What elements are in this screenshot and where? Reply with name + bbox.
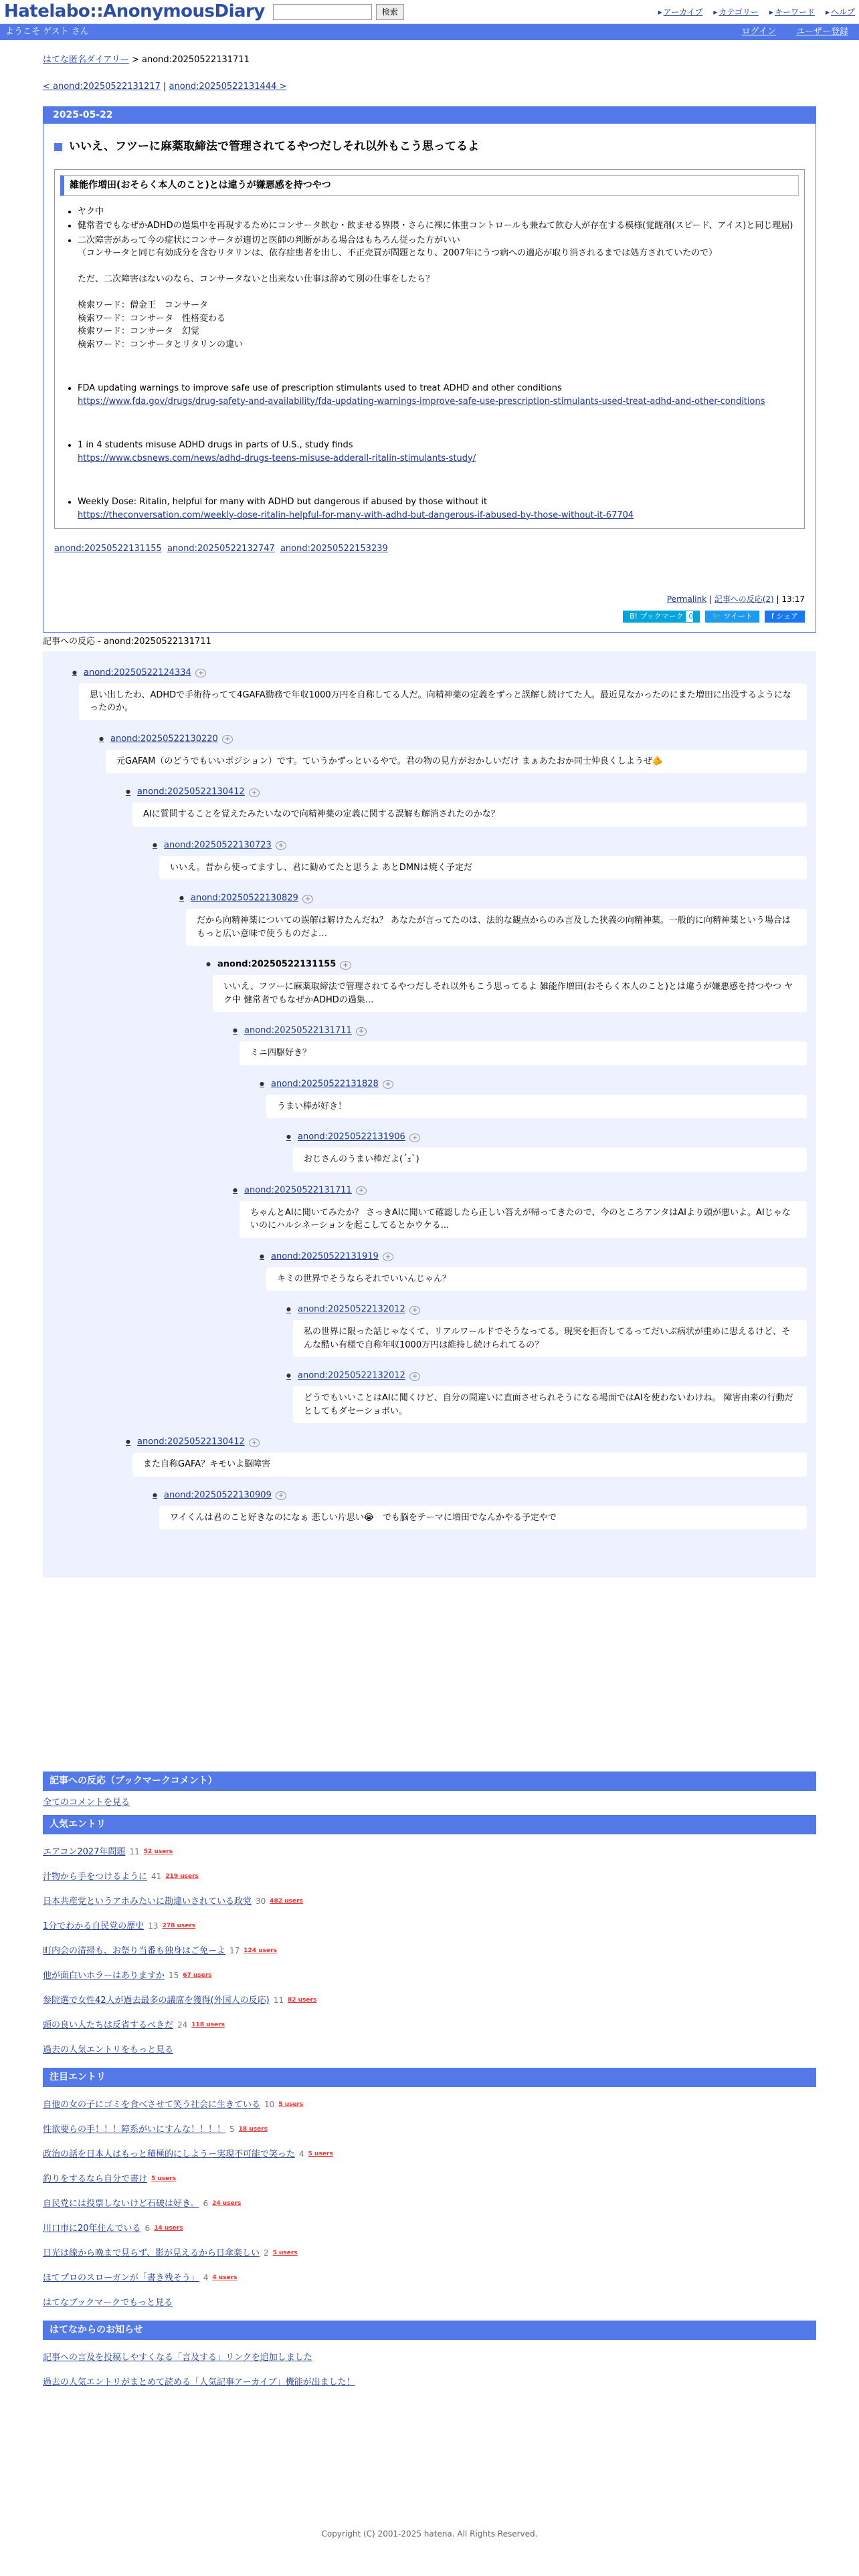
entry-item-link[interactable]: 他が面白いホラーはありますか xyxy=(43,1970,165,1981)
entry-item-link[interactable]: ほてプロのスローガンが「書き残そう」 xyxy=(43,2272,199,2283)
comment-count: 11 xyxy=(273,1995,284,2005)
reaction-node xyxy=(286,1365,807,1423)
reaction-link[interactable]: ● anond:20250522130829 xyxy=(179,887,298,909)
fb-label: シェア xyxy=(776,611,798,621)
user-bar xyxy=(0,24,859,40)
news-link[interactable]: 過去の人気エントリがまとめて読める「人気記事アーカイブ」機能が出ました！ xyxy=(43,2377,355,2387)
referenced-entries xyxy=(54,542,805,556)
register-link[interactable]: ユーザー登録 xyxy=(795,27,848,37)
news-heading: はてなからのお知らせ xyxy=(43,2321,816,2340)
reaction-node xyxy=(233,1020,807,1065)
breadcrumb-current: anond:20250522131711 xyxy=(142,55,250,65)
reaction-link[interactable]: ● anond:20250522131906 xyxy=(286,1126,405,1148)
reaction-link[interactable]: ● anond:20250522130723 xyxy=(153,835,272,856)
breadcrumb xyxy=(43,53,816,67)
expand-icon[interactable]: + xyxy=(249,788,260,797)
expand-icon[interactable]: + xyxy=(356,1027,367,1036)
reaction-text: 私の世界に限った話じゃなくて、リアルワールドでそうなってる。現実を拒否してるってだいぶ病状が重めに思えるけど、そんな酷い有様で自称年収1000万円は維持し続けられてるの？ xyxy=(293,1320,807,1357)
ref-link[interactable]: anond:20250522131155 xyxy=(54,544,162,554)
users-badge[interactable]: 118 users xyxy=(191,2021,225,2028)
reaction-link[interactable]: ● anond:20250522131711 xyxy=(233,1180,352,1201)
expand-icon[interactable]: + xyxy=(356,1186,367,1195)
expand-icon[interactable]: + xyxy=(409,1134,420,1142)
reaction-node xyxy=(179,887,807,946)
share-buttons xyxy=(54,611,805,623)
reactions-link[interactable]: 記事への反応(2) xyxy=(714,594,774,604)
reaction-text: また自称GAFA？キモいよ脳障害 xyxy=(132,1453,807,1477)
prev-entry-link[interactable]: < anond:20250522131217 xyxy=(43,81,161,92)
reaction-text: AIに質問することを覚えたみたいなので向精神薬の定義に関する誤解も解消されたのかな？ xyxy=(132,802,807,827)
entry-bullets xyxy=(78,205,799,352)
ref-link[interactable]: anond:20250522132747 xyxy=(167,544,275,554)
reaction-node xyxy=(286,1126,807,1172)
hot-heading: 注目エントリ xyxy=(43,2068,816,2087)
reaction-link[interactable]: ● anond:20250522132012 xyxy=(286,1299,405,1320)
bookmark-label: B! ブックマーク xyxy=(630,611,684,621)
reaction-text: 思い出したわ、ADHDで手術待ってて4GAFA勤務で年収1000万円を自称してる人だ。向精神薬の定義をずっと誤解し続けてた人。最近見なかったのにまた増田に出没するようになったのか。 xyxy=(79,683,807,720)
news-item xyxy=(43,2345,816,2370)
category-link[interactable]: ▸ カテゴリー xyxy=(713,6,759,18)
comment-count: 6 xyxy=(203,2198,209,2208)
bookmark-button[interactable] xyxy=(623,611,700,623)
breadcrumb-sep: > xyxy=(128,55,142,65)
reaction-text: うまい棒が好き！ xyxy=(266,1095,807,1119)
more-row xyxy=(43,2290,816,2315)
source-item xyxy=(78,439,799,465)
expand-icon[interactable]: + xyxy=(276,841,286,850)
archive-link[interactable]: ▸ アーカイブ xyxy=(658,6,703,18)
users-badge[interactable]: 124 users xyxy=(244,1947,277,1954)
entry-item-link[interactable]: 汁物から手をつけるように xyxy=(43,1871,148,1882)
comment-count: 6 xyxy=(145,2223,151,2233)
source-links xyxy=(78,382,799,522)
entry-item xyxy=(43,1914,816,1939)
hot-list xyxy=(43,2092,816,2315)
comment-count: 4 xyxy=(203,2272,209,2282)
next-entry-link[interactable]: anond:20250522131444 > xyxy=(169,81,287,92)
reaction-node xyxy=(153,835,807,880)
bullet-item: • 健常者でもなぜかADHDの過集中を再現するためにコンサータ飲む・飲ませる界隈・さらに裸に体重コントロールも兼ねて飲む人が存在する模様(覚醒剤(スピード、アイス)と同じ理屈) xyxy=(78,219,799,233)
reaction-node xyxy=(72,662,807,720)
entry-item xyxy=(43,2092,816,2117)
reaction-node xyxy=(233,1180,807,1238)
users-badge[interactable]: 482 users xyxy=(270,1897,303,1905)
reaction-node xyxy=(126,781,807,827)
copyright: Copyright (C) 2001-2025 hatena. All Rights Reserved. xyxy=(321,2529,538,2539)
entry-section xyxy=(54,169,805,530)
comment-count: 10 xyxy=(264,2099,275,2109)
news-item xyxy=(43,2370,816,2395)
reaction-node xyxy=(206,954,807,1012)
expand-icon[interactable]: + xyxy=(383,1253,393,1261)
entry-time: 13:17 xyxy=(781,594,805,604)
expand-icon[interactable]: + xyxy=(340,961,351,970)
entry-item-link[interactable]: 川口市に20年住んでいる xyxy=(43,2223,141,2234)
entry-item-link[interactable]: 町内会の清掃も、お祭り当番も独身はご免ーよ xyxy=(43,1945,226,1956)
news-link[interactable]: 記事への言及を投稿しやすくなる「言及する」リンクを追加しました xyxy=(43,2352,312,2363)
entry-item xyxy=(43,1939,816,1963)
entry-item-link[interactable]: 自民党には投票しないけど石破は好き。 xyxy=(43,2198,199,2209)
entry-title-text: いいえ、フツーに麻薬取締法で管理されてるやつだしそれ以外もこう思ってるよ xyxy=(69,140,480,153)
reaction-text: キミの世界でそうならそれでいいんじゃん？ xyxy=(266,1267,807,1291)
permalink[interactable]: Permalink xyxy=(666,594,707,604)
entry-item-link[interactable]: 釣りをするなら自分で書け xyxy=(43,2173,148,2184)
reaction-text: ミニ四駆好き？ xyxy=(240,1041,807,1065)
login-link[interactable]: ログイン xyxy=(741,27,776,37)
users-badge[interactable]: 14 users xyxy=(154,2224,183,2232)
popular-heading: 人気エントリ xyxy=(43,1815,816,1834)
entry-item xyxy=(43,1963,816,1988)
users-badge[interactable]: 278 users xyxy=(162,1922,196,1929)
entry-item-link[interactable]: 政治の話を日本人はもっと積極的にしようー実現不可能で笑った xyxy=(43,2149,296,2159)
bullet-item: • ヤク中 xyxy=(78,205,799,219)
search-input[interactable] xyxy=(273,4,372,20)
reaction-text: 元GAFAM（のどうでもいいポジション）です。ていうかずっといるやで。君の物の見方がおかしいだけ まぁあたおか同士仲良くしようぜ🫵 xyxy=(106,750,807,774)
reaction-text: だから向精神薬についての誤解は解けたんだね？ あなたが言ってたのは、法的な観点からのみ言及した狭義の向精神薬。一般的に向精神薬という場合はもっと広い意味で使うものだよ… xyxy=(186,909,807,946)
entry-item-link[interactable]: 日本共産党というアホみたいに勘違いされている政党 xyxy=(43,1896,252,1907)
bookmark-comments-heading: 記事への反応（ブックマークコメント） xyxy=(43,1772,816,1791)
reaction-link[interactable]: ● anond:20250522130220 xyxy=(99,728,218,750)
reaction-link[interactable]: ● anond:20250522130909 xyxy=(153,1485,272,1506)
users-badge[interactable]: 67 users xyxy=(183,1971,212,1979)
facebook-share-button[interactable]: f シェア xyxy=(765,611,805,623)
keyword-link[interactable]: ▸ キーワード xyxy=(769,6,815,18)
source-url[interactable]: https://www.fda.gov/drugs/drug-safety-and-availability/fda-updating-warnings-improve-safe-use-prescription-stimulants-used-treat-adhd-and-other-conditions xyxy=(78,396,765,407)
comment-count: 11 xyxy=(129,1846,140,1856)
breadcrumb-home[interactable]: はてな匿名ダイアリー xyxy=(43,55,129,65)
comment-count: 13 xyxy=(148,1921,159,1931)
tweet-label: ツイート xyxy=(723,611,753,621)
expand-icon[interactable]: + xyxy=(302,895,313,903)
source-item xyxy=(78,496,799,522)
reaction-node xyxy=(153,1485,807,1530)
entry-item-link[interactable]: エアコン2027年問題 xyxy=(43,1846,126,1857)
reaction-link[interactable]: ● anond:20250522132012 xyxy=(286,1365,405,1386)
comment-count: 2 xyxy=(263,2248,269,2258)
entry-item xyxy=(43,2013,816,2038)
help-link[interactable]: ▸ ヘルプ xyxy=(826,6,855,18)
users-badge[interactable]: 5 users xyxy=(272,2249,298,2256)
users-badge[interactable]: 5 users xyxy=(278,2101,304,2108)
entry-nav xyxy=(43,80,816,94)
entry-item-link[interactable]: 参院選で女性42人が過去最多の議席を獲得(外国人の反応) xyxy=(43,1995,270,2006)
entry-item-link[interactable]: 1分でわかる自民党の歴史 xyxy=(43,1921,145,1931)
reaction-text: どうでもいいことはAIに聞くけど、自分の間違いに直面させられそうになる場面ではAIを使わないわけね。 障害由来の行動だとしてもダセーショボい。 xyxy=(293,1386,807,1423)
more-link[interactable]: はてなブックマークでもっと見る xyxy=(43,2297,173,2308)
comment-count: 24 xyxy=(177,2020,188,2030)
entry-item xyxy=(43,1864,816,1889)
expand-icon[interactable]: + xyxy=(276,1491,286,1500)
reaction-text: いいえ、フツーに麻薬取締法で管理されてるやつだしそれ以外もこう思ってるよ 雑能作増田(おそらく本人のこと)とは違うが嫌悪感を持つやつ ヤク中 健常者でもなぜかADHDの過集... xyxy=(213,975,807,1012)
entry-item-link[interactable]: 自他の女の子にゴミを食べさせて笑う社会に生きている xyxy=(43,2099,261,2110)
reaction-node xyxy=(286,1299,807,1357)
entry-item xyxy=(43,2241,816,2266)
reaction-node xyxy=(260,1073,807,1119)
users-badge[interactable]: 82 users xyxy=(287,1996,317,2004)
comment-count: 17 xyxy=(229,1945,240,1955)
search-button[interactable]: 検索 xyxy=(376,4,404,20)
users-badge[interactable]: 4 users xyxy=(212,2274,237,2281)
entry-item xyxy=(43,2216,816,2241)
reaction-link[interactable]: ● anond:20250522131828 xyxy=(260,1073,379,1095)
entry-item xyxy=(43,2117,816,2142)
reaction-text: おじさんのうまい棒だよ(´ｪ`) xyxy=(293,1148,807,1172)
users-badge[interactable]: 18 users xyxy=(238,2125,268,2133)
more-row xyxy=(43,2038,816,2062)
reaction-link[interactable]: ● anond:20250522131919 xyxy=(260,1246,379,1267)
reaction-node xyxy=(260,1246,807,1291)
all-comments-link[interactable]: 全てのコメントを見る xyxy=(43,1798,130,1808)
source-url[interactable]: https://theconversation.com/weekly-dose-ritalin-helpful-for-many-with-adhd-but-dangerous-if-abused-by-those-without-it-67704 xyxy=(78,510,634,520)
entry-date: 2025-05-22 xyxy=(43,107,816,124)
title-square-icon xyxy=(54,143,62,151)
entry-item xyxy=(43,2191,816,2216)
reaction-text: いいえ。昔から使ってますし、君に勧めてたと思うよ あとDMNは焼く予定だ xyxy=(159,856,807,880)
reaction-link[interactable]: ● anond:20250522124334 xyxy=(72,662,191,683)
source-title: Weekly Dose: Ritalin, helpful for many with ADHD but dangerous if abused by those without it xyxy=(78,497,488,507)
expand-icon[interactable]: + xyxy=(409,1372,420,1381)
reaction-tree xyxy=(43,651,816,1578)
source-title: 1 in 4 students misuse ADHD drugs in parts of U.S., study finds xyxy=(78,440,353,450)
entry-item-link[interactable]: 日光は線から晩まで見らず、影が見えるから日傘楽しい xyxy=(43,2248,260,2258)
comment-count: 5 xyxy=(229,2124,235,2134)
comment-count: 15 xyxy=(169,1970,179,1980)
news-list xyxy=(43,2345,816,2395)
comment-count: 30 xyxy=(256,1896,266,1906)
section-title: 雑能作増田(おそらく本人のこと)とは違うが嫌悪感を持つやつ xyxy=(60,175,799,196)
entry-item xyxy=(43,1988,816,2013)
reaction-link[interactable]: ● anond:20250522130412 xyxy=(126,1431,245,1453)
users-badge[interactable]: 5 users xyxy=(151,2175,177,2182)
reaction-link[interactable]: ● anond:20250522131155 xyxy=(206,954,336,975)
popular-list xyxy=(43,1840,816,2062)
bookmark-count: 0 xyxy=(686,611,693,623)
entry-item xyxy=(43,1840,816,1864)
source-title: FDA updating warnings to improve safe use of prescription stimulants used to treat ADHD and other conditions xyxy=(78,383,562,393)
entry-item xyxy=(43,2266,816,2290)
entry-item xyxy=(43,1889,816,1914)
reaction-text: ワイくんは君のこと好きなのになぁ 悲しい片思い😭 でも脳をテーマに増田でなんかやる予定やで xyxy=(159,1506,807,1530)
entry-title xyxy=(54,138,805,156)
comment-count: 41 xyxy=(151,1871,162,1881)
entry-item xyxy=(43,2142,816,2167)
reaction-text: ちゃんとAIに聞いてみたか？ さっきAIに聞いて確認したら正しい答えが帰ってきたので、今のところアンタはAIより頭が悪いよ。AIじゃないのにハルシネーションを起こしてるとかウケる... xyxy=(240,1201,807,1238)
entry-box xyxy=(43,106,816,633)
users-badge[interactable]: 219 users xyxy=(165,1872,199,1880)
reaction-node xyxy=(126,1431,807,1477)
expand-icon[interactable]: + xyxy=(195,669,206,677)
users-badge[interactable]: 24 users xyxy=(212,2199,242,2207)
welcome-text: ようこそ ゲスト さん xyxy=(5,27,89,37)
entry-item xyxy=(43,2167,816,2191)
reaction-link[interactable]: ● anond:20250522130412 xyxy=(126,781,245,802)
source-item xyxy=(78,382,799,408)
bullet-item: • 二次障害があって今の症状にコンサータが適切と医師の判断がある場合はもちろん従った方がいい （コンサータと同じ有効成分を含むリタリンは、依存症患者を出し、不正売買が問題となり、2007年にうつ病への適応が取り消されるまでは処方されていたので） ただ、二次障害はないのなら、コンサータないと出来ない仕事は辞めて別の仕事をしたら？ 検索ワード：僧金王 コンサータ 検索ワード：コンサータ 性格変わる 検索ワード：コンサータ 幻覚 検索ワード：コンサータとリタリンの違い xyxy=(78,234,799,352)
site-logo[interactable]: Hatelabo::AnonymousDiary xyxy=(4,1,265,21)
nav-sep: | xyxy=(160,81,169,92)
header-links xyxy=(658,6,855,18)
expand-icon[interactable]: + xyxy=(409,1306,420,1315)
source-url[interactable]: https://www.cbsnews.com/news/adhd-drugs-teens-misuse-adderall-ritalin-stimulants-study/ xyxy=(78,453,476,463)
reaction-node xyxy=(99,728,807,774)
expand-icon[interactable]: + xyxy=(383,1080,393,1089)
header xyxy=(0,0,859,24)
reaction-link[interactable]: ● anond:20250522131711 xyxy=(233,1020,352,1041)
entry-item-link[interactable]: 頭の良い人たちは反省するべきだ xyxy=(43,2020,174,2030)
expand-icon[interactable]: + xyxy=(249,1438,260,1447)
reactions-heading: 記事への反応 - anond:20250522131711 xyxy=(43,637,211,647)
expand-icon[interactable]: + xyxy=(222,735,233,744)
users-badge[interactable]: 52 users xyxy=(143,1848,173,1855)
entry-item-link[interactable]: 性欲要らの手！！！障系がいにすんな！！！！ xyxy=(43,2124,226,2135)
ref-link[interactable]: anond:20250522153239 xyxy=(280,544,388,554)
entry-footer: Permalink | 記事への反応(2) | 13:17 xyxy=(666,594,805,604)
main-content xyxy=(43,53,816,2400)
tweet-button[interactable]: 🐦 ツイート xyxy=(705,611,759,623)
comment-count: 4 xyxy=(299,2149,304,2159)
more-link[interactable]: 過去の人気エントリをもっと見る xyxy=(43,2044,174,2055)
users-badge[interactable]: 5 users xyxy=(308,2150,333,2157)
